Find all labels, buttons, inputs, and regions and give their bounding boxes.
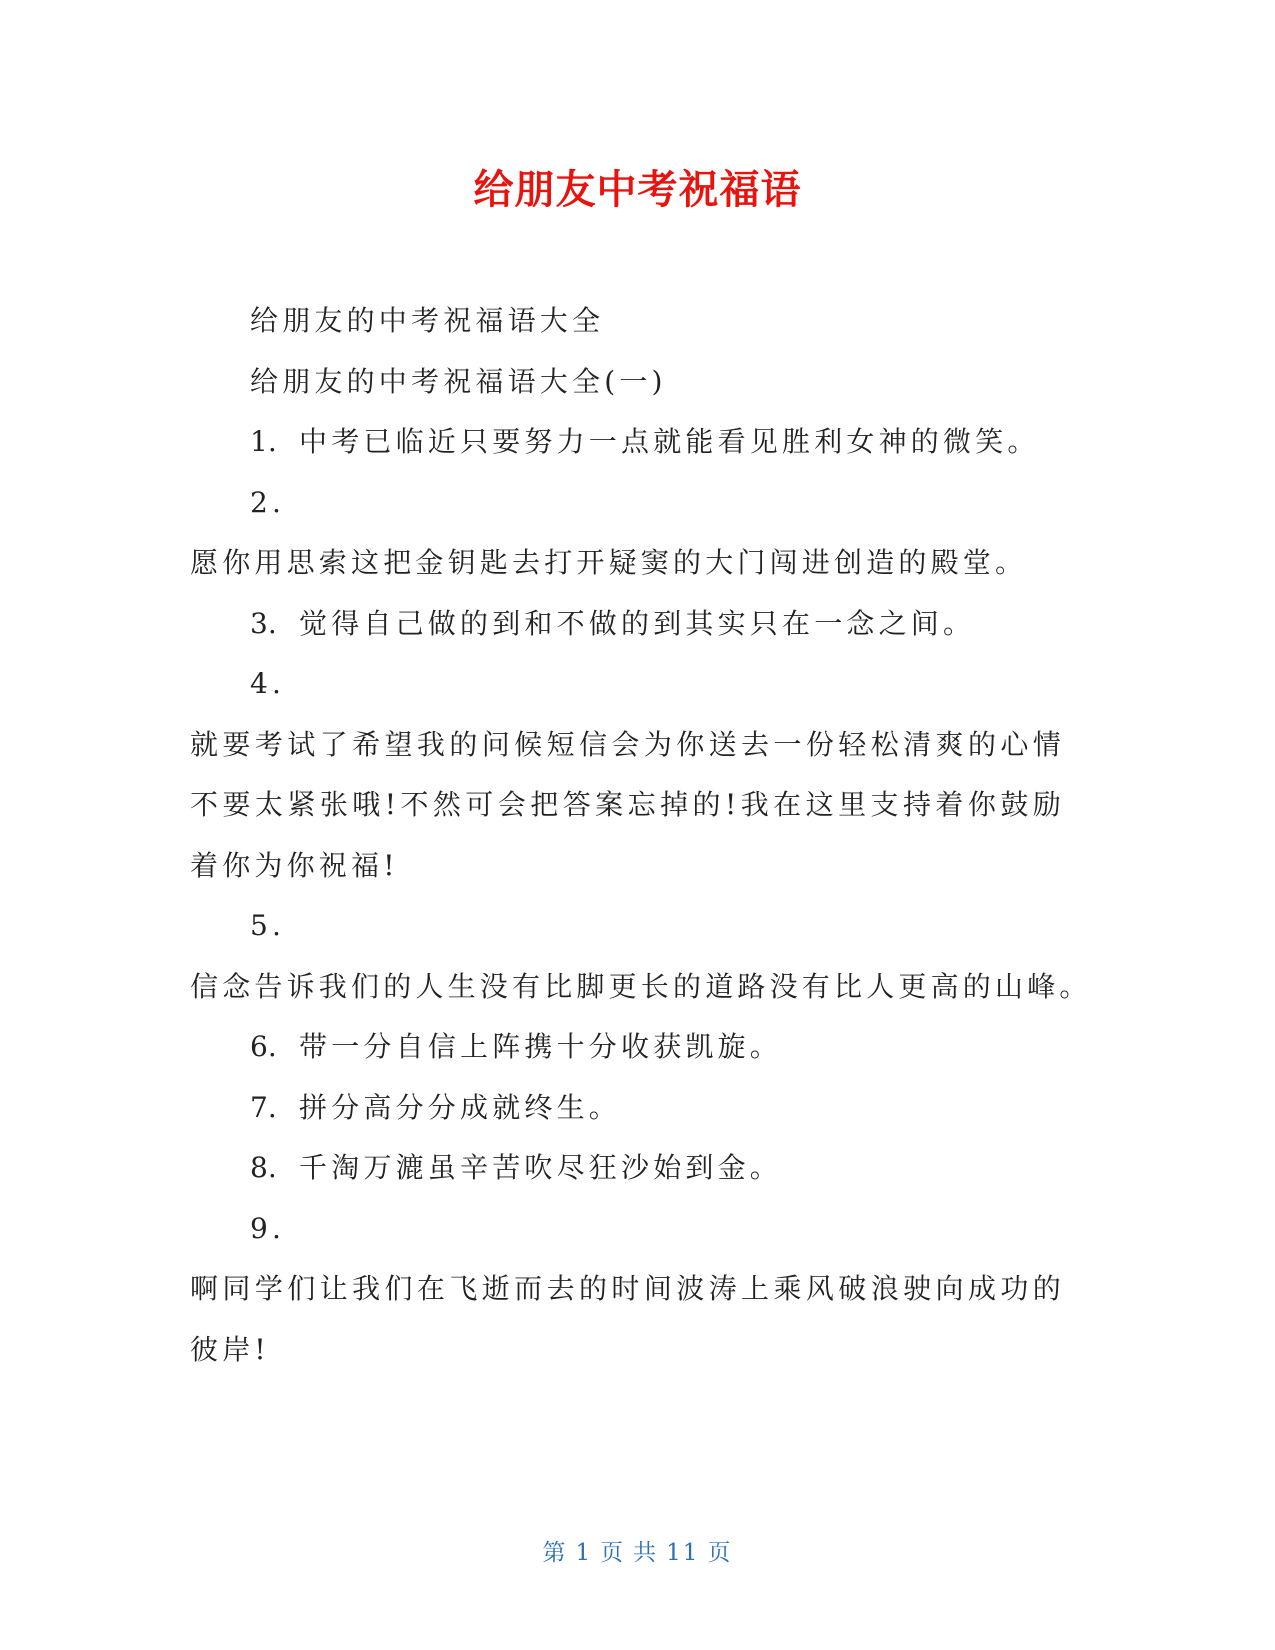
- item-text: 千淘万漉虽辛苦吹尽狂沙始到金。: [299, 1151, 783, 1184]
- item-number: 8.: [250, 1151, 277, 1184]
- footer-total-word: 共: [633, 1540, 659, 1566]
- item-8: [190, 1138, 1065, 1199]
- item-6: [190, 1017, 1065, 1078]
- item-1: [190, 412, 1065, 473]
- item-7: [190, 1078, 1065, 1139]
- item-5-number: 5.: [250, 909, 286, 942]
- item-5-text: 信念告诉我们的人生没有比脚更长的道路没有比人更高的山峰。: [190, 969, 1092, 1003]
- heading-1: 给朋友的中考祝福语大全: [250, 304, 605, 337]
- item-text: 觉得自己做的到和不做的到其实只在一念之间。: [299, 606, 976, 640]
- item-9-text: 啊同学们让我们在飞逝而去的时间波涛上乘风破浪驶向成功的彼岸!: [190, 1272, 1065, 1366]
- footer-prefix: 第: [542, 1540, 568, 1566]
- item-number: 7.: [250, 1090, 277, 1124]
- footer-suffix: 页: [707, 1540, 733, 1566]
- item-3: [190, 594, 1065, 655]
- item-2-text: 愿你用思索这把金钥匙去打开疑窦的大门闯进创造的殿堂。: [190, 546, 1028, 579]
- item-4-text: 就要考试了希望我的问候短信会为你送去一份轻松清爽的心情不要太紧张哦!不然可会把答案忘掉的!我在这里支持着你鼓励着你为你祝福!: [190, 727, 1065, 882]
- document-body: [190, 291, 1092, 1380]
- footer-page-word: 页: [600, 1540, 626, 1566]
- footer-current-page: 1: [575, 1540, 593, 1566]
- item-number: 1.: [250, 425, 277, 458]
- item-number: 3.: [250, 606, 277, 640]
- item-text: 拼分高分分成就终生。: [299, 1090, 622, 1124]
- footer-total-pages: 11: [666, 1540, 700, 1566]
- item-9-number: 9.: [250, 1211, 286, 1245]
- item-text: 中考已临近只要努力一点就能看见胜利女神的微笑。: [299, 425, 1040, 458]
- heading-2: 给朋友的中考祝福语大全(一): [250, 364, 667, 398]
- document-title: 给朋友中考祝福语: [473, 167, 802, 213]
- item-4-number: 4.: [250, 667, 286, 700]
- item-number: 6.: [250, 1030, 277, 1063]
- item-2-number: 2.: [250, 485, 286, 519]
- item-text: 带一分自信上阵携十分收获凯旋。: [299, 1030, 783, 1063]
- page-footer: [0, 1538, 1275, 1568]
